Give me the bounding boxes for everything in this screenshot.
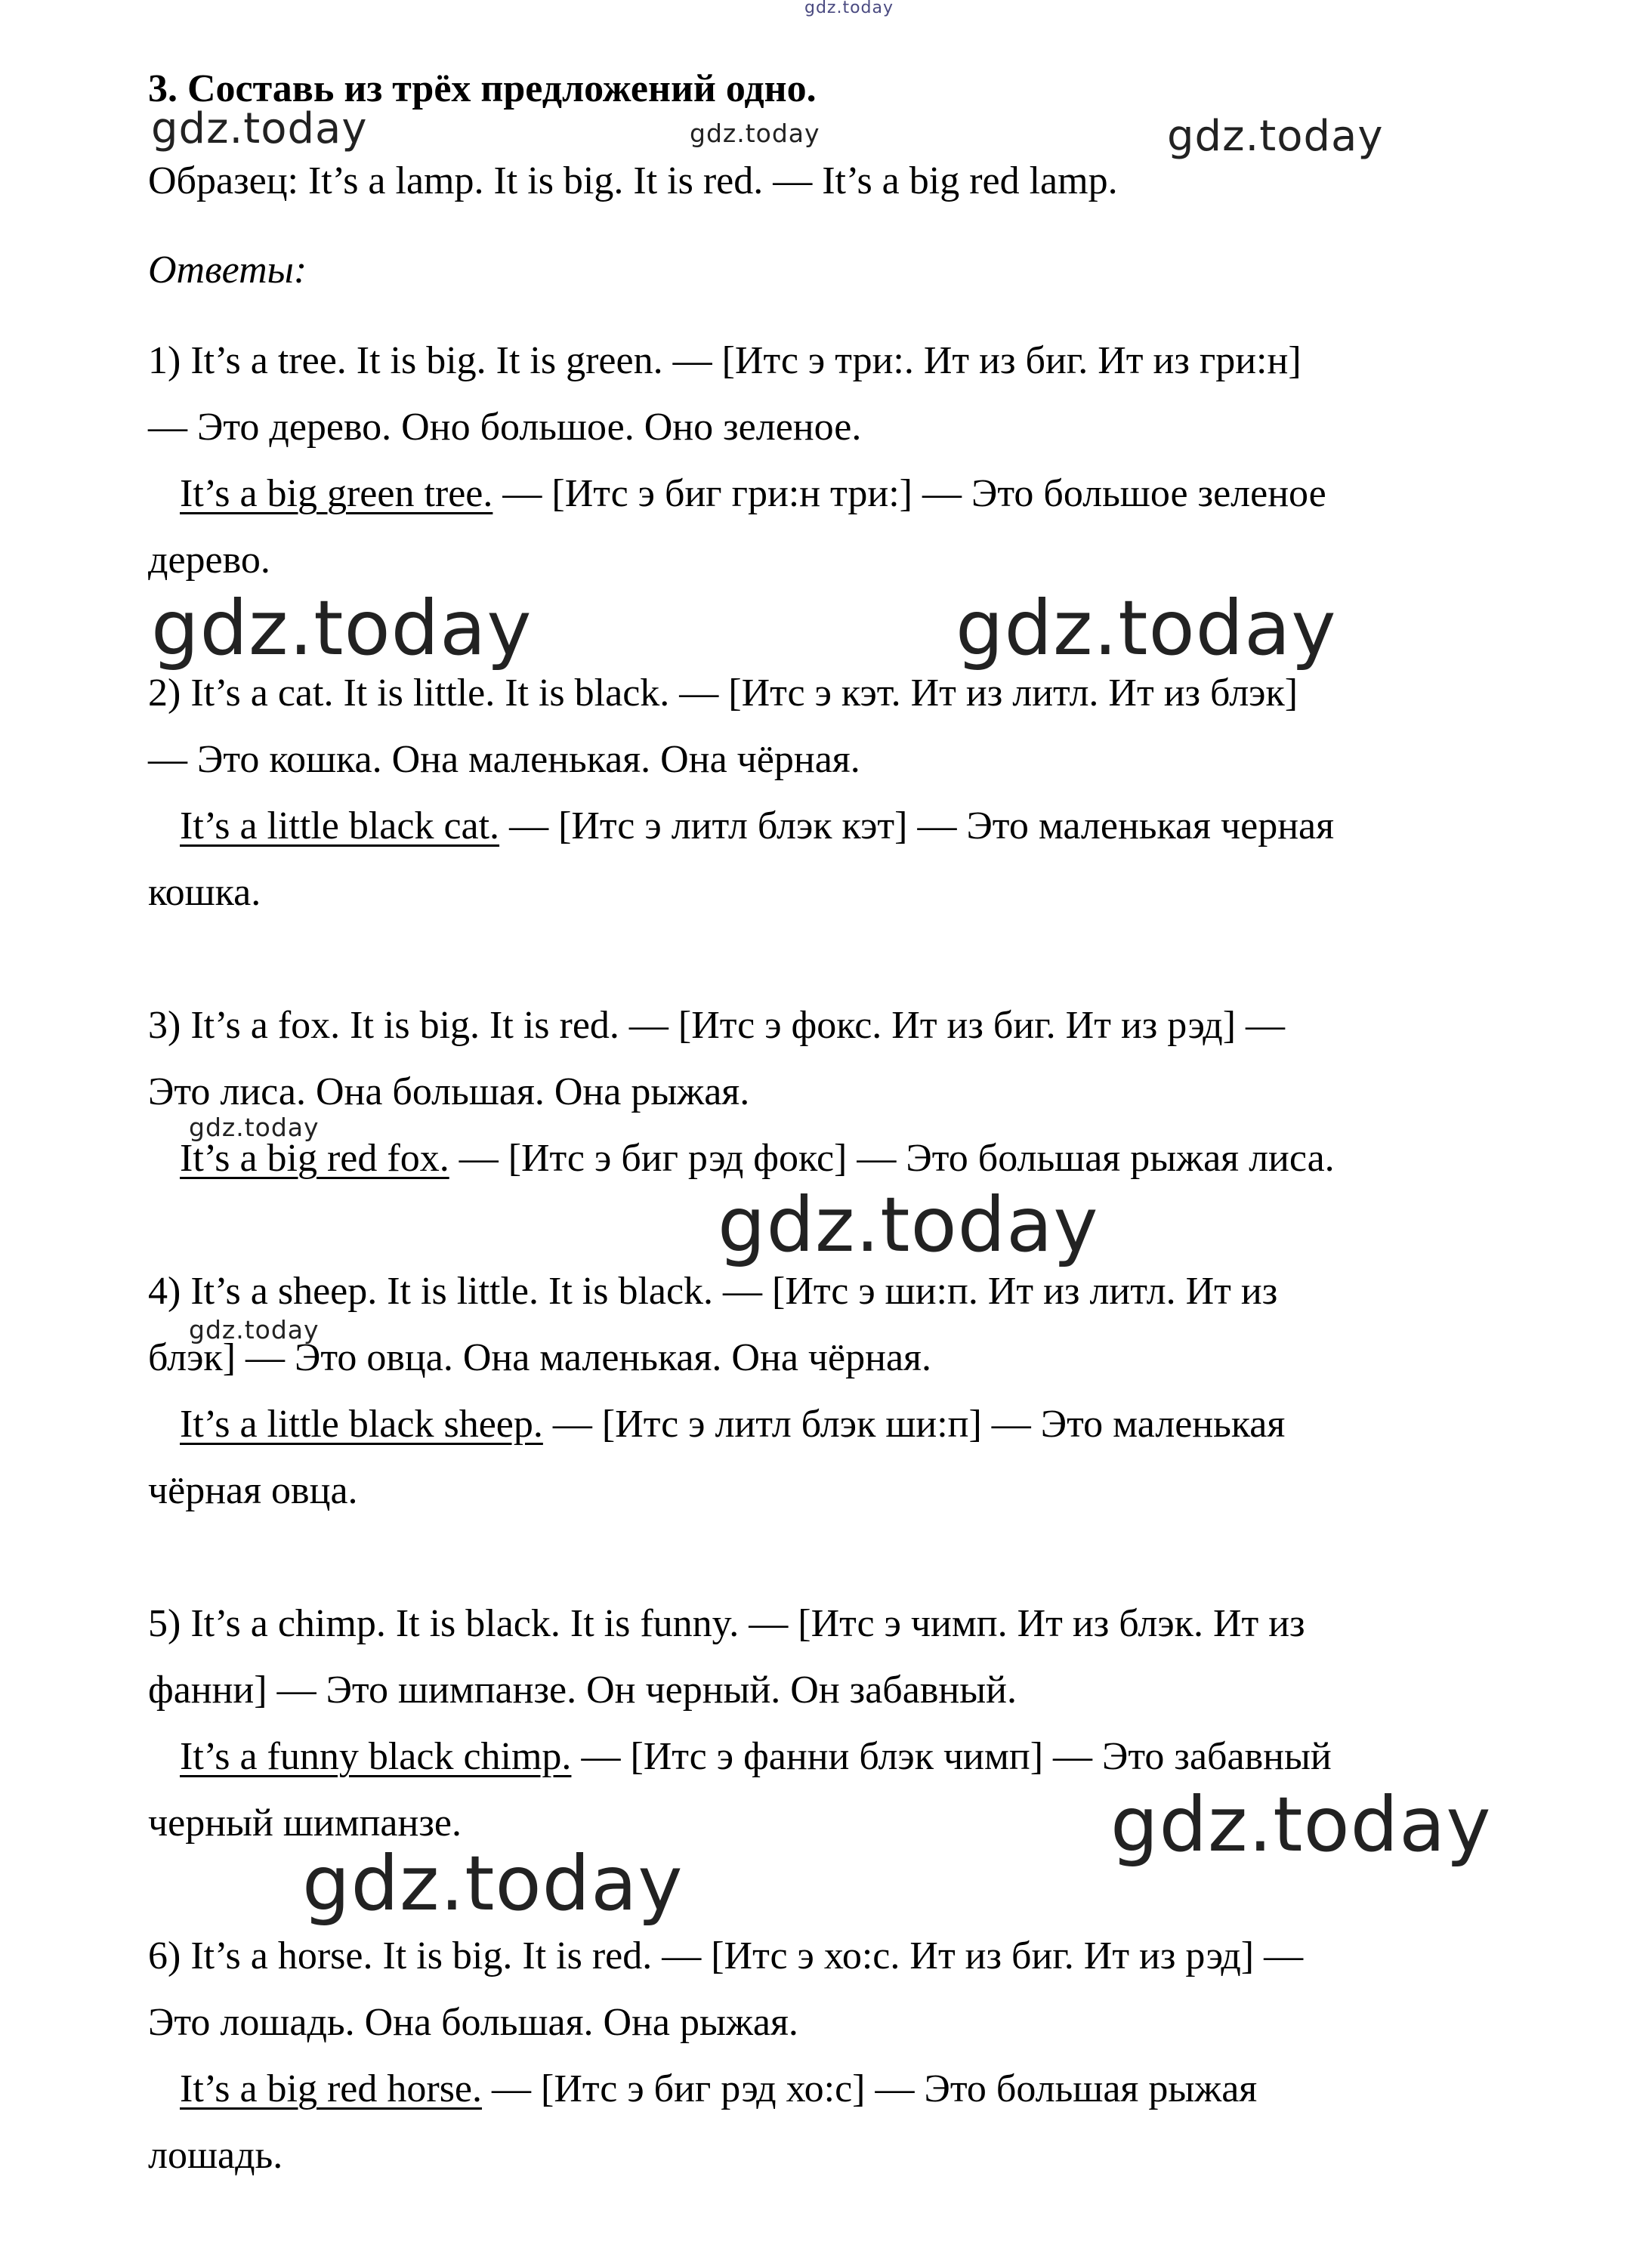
item-3-line2: Это лиса. Она большая. Она рыжая. (148, 1070, 750, 1113)
item-5-line2: фанни] — Это шимпанзе. Он черный. Он забавный. (148, 1669, 1017, 1712)
watermark: gdz.today (189, 1113, 320, 1142)
item-3-line1: 3) It’s a fox. It is big. It is red. — [Итс э фокс. Ит из биг. Ит из рэд] — (148, 1004, 1286, 1047)
watermark-top: gdz.today (804, 0, 894, 17)
item-2-line4: кошка. (148, 871, 261, 914)
item-4-line4: чёрная овца. (148, 1469, 358, 1512)
item-3-answer-translation: — [Итс э биг рэд фокс] — Это большая рыжая лиса. (449, 1137, 1335, 1180)
watermark: gdz.today (1167, 112, 1384, 161)
item-1-answer-translation: — [Итс э биг гри:н три:] — Это большое зеленое (493, 472, 1326, 515)
item-2-line2: — Это кошка. Она маленькая. Она чёрная. (148, 738, 860, 781)
example-line: Образец: It’s a lamp. It is big. It is red. — It’s a big red lamp. (148, 159, 1118, 202)
watermark: gdz.today (151, 104, 368, 153)
item-6-answer-line (148, 2067, 1562, 2112)
item-6-line4: лошадь. (148, 2134, 283, 2177)
answers-label: Ответы: (148, 249, 307, 292)
watermark: gdz.today (718, 1181, 1099, 1269)
item-5-answer: It’s a funny black chimp. (180, 1735, 572, 1778)
item-3-answer: It’s a big red fox. (180, 1137, 449, 1180)
watermark: gdz.today (690, 119, 820, 148)
item-6-line2: Это лошадь. Она большая. Она рыжая. (148, 2001, 798, 2044)
item-1-answer-line (148, 471, 1562, 517)
item-5-line4: черный шимпанзе. (148, 1801, 462, 1845)
item-2-answer-translation: — [Итс э литл блэк кэт] — Это маленькая черная (499, 804, 1335, 847)
exercise-title: 3. Составь из трёх предложений одно. (148, 67, 817, 110)
item-3-answer-line (148, 1136, 1562, 1181)
item-2-answer-line (148, 804, 1562, 849)
item-5-answer-translation: — [Итс э фанни блэк чимп] — Это забавный (571, 1735, 1332, 1778)
item-5-answer-line (148, 1734, 1562, 1780)
item-1-line1: 1) It’s a tree. It is big. It is green. — [Итс э три:. Ит из биг. Ит из гри:н] (148, 339, 1302, 382)
item-1-line4: дерево. (148, 539, 270, 582)
item-5-line1: 5) It’s a chimp. It is black. It is funny. — [Итс э чимп. Ит из блэк. Ит из (148, 1602, 1305, 1645)
item-6-line1: 6) It’s a horse. It is big. It is red. — [Итс э хо:с. Ит из биг. Ит из рэд] — (148, 1934, 1304, 1977)
watermark: gdz.today (302, 1839, 684, 1928)
item-1-answer: It’s a big green tree. (180, 472, 493, 515)
item-6-answer: It’s a big red horse. (180, 2067, 483, 2110)
item-4-answer-translation: — [Итс э литл блэк ши:п] — Это маленькая (542, 1403, 1286, 1446)
watermark: gdz.today (189, 1315, 320, 1345)
item-4-answer-line (148, 1402, 1562, 1447)
watermark: gdz.today (956, 584, 1337, 672)
watermark: gdz.today (151, 584, 533, 672)
item-4-line2: блэк] — Это овца. Она маленькая. Она чёрная. (148, 1336, 931, 1379)
item-1-line2: — Это дерево. Оно большое. Оно зеленое. (148, 406, 862, 449)
item-2-line1: 2) It’s a cat. It is little. It is black. — [Итс э кэт. Ит из литл. Ит из блэк] (148, 671, 1298, 715)
item-4-line1: 4) It’s a sheep. It is little. It is black. — [Итс э ши:п. Ит из литл. Ит из (148, 1270, 1278, 1313)
item-2-answer: It’s a little black cat. (180, 804, 500, 847)
item-4-answer: It’s a little black sheep. (180, 1403, 543, 1446)
item-6-answer-translation: — [Итс э биг рэд хо:с] — Это большая рыжая (482, 2067, 1258, 2110)
watermark: gdz.today (1110, 1780, 1492, 1869)
